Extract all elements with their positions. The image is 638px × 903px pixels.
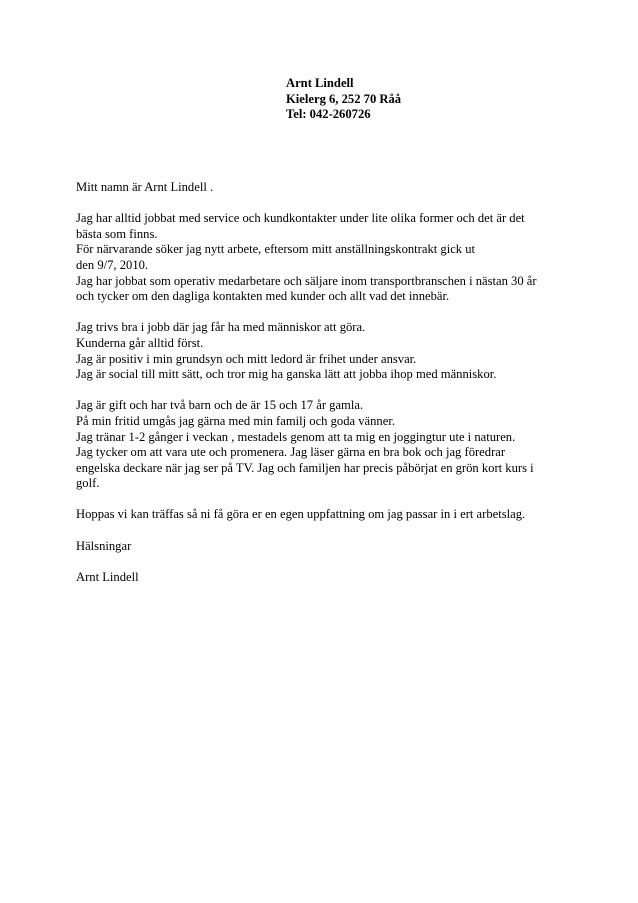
letter-body xyxy=(76,180,576,601)
family-paragraph xyxy=(76,398,576,492)
paragraph-line: På min fritid umgås jag gärna med min familj och goda vänner. xyxy=(76,413,395,428)
paragraph-line: och tycker om den dagliga kontakten med kunder och allt vad det innebär. xyxy=(76,289,450,304)
paragraph-line: Jag har alltid jobbat med service och kundkontakter under lite olika former och det är det xyxy=(76,211,525,226)
intro-paragraph xyxy=(76,180,576,196)
paragraph-line: golf. xyxy=(76,476,100,491)
closing-paragraph xyxy=(76,507,576,523)
paragraph-line: Jag tycker om att vara ute och promenera. Jag läser gärna en bra bok och jag föredrar xyxy=(76,445,506,460)
signature-paragraph xyxy=(76,570,576,586)
work-paragraph xyxy=(76,211,576,305)
sender-name: Arnt Lindell xyxy=(286,76,354,90)
greeting-paragraph xyxy=(76,539,576,555)
paragraph-line: Jag trivs bra i jobb där jag får ha med människor att göra. xyxy=(76,320,366,335)
paragraph-line: den 9/7, 2010. xyxy=(76,257,149,272)
personality-paragraph xyxy=(76,320,576,382)
closing-line: Hoppas vi kan träffas så ni få göra er en egen uppfattning om jag passar in i ert arbetslag. xyxy=(76,507,526,522)
greeting: Hälsningar xyxy=(76,538,132,553)
paragraph-line: Jag är gift och har två barn och de är 15 och 17 år gamla. xyxy=(76,398,364,413)
paragraph-line: Kunderna går alltid först. xyxy=(76,335,204,350)
intro-line: Mitt namn är Arnt Lindell . xyxy=(76,180,214,194)
paragraph-line: engelska deckare när jag ser på TV. Jag och familjen har precis påbörjat en grön kort kurs i xyxy=(76,460,534,475)
paragraph-line: För närvarande söker jag nytt arbete, eftersom mitt anställningskontrakt gick ut xyxy=(76,242,476,257)
paragraph-line: Jag tränar 1-2 gånger i veckan , mestadels genom att ta mig en joggingtur ute i naturen. xyxy=(76,429,516,444)
sender-block xyxy=(286,76,401,123)
signature: Arnt Lindell xyxy=(76,569,139,584)
paragraph-line: Jag är social till mitt sätt, och tror mig ha ganska lätt att jobba ihop med människor. xyxy=(76,367,497,382)
sender-phone: Tel: 042-260726 xyxy=(286,107,371,121)
paragraph-line: Jag har jobbat som operativ medarbetare och säljare inom transportbranschen i nästan 30 år xyxy=(76,273,537,288)
sender-address: Kielerg 6, 252 70 Råå xyxy=(286,91,402,106)
paragraph-line: Jag är positiv i min grundsyn och mitt ledord är frihet under ansvar. xyxy=(76,351,417,366)
paragraph-line: bästa som finns. xyxy=(76,226,158,241)
